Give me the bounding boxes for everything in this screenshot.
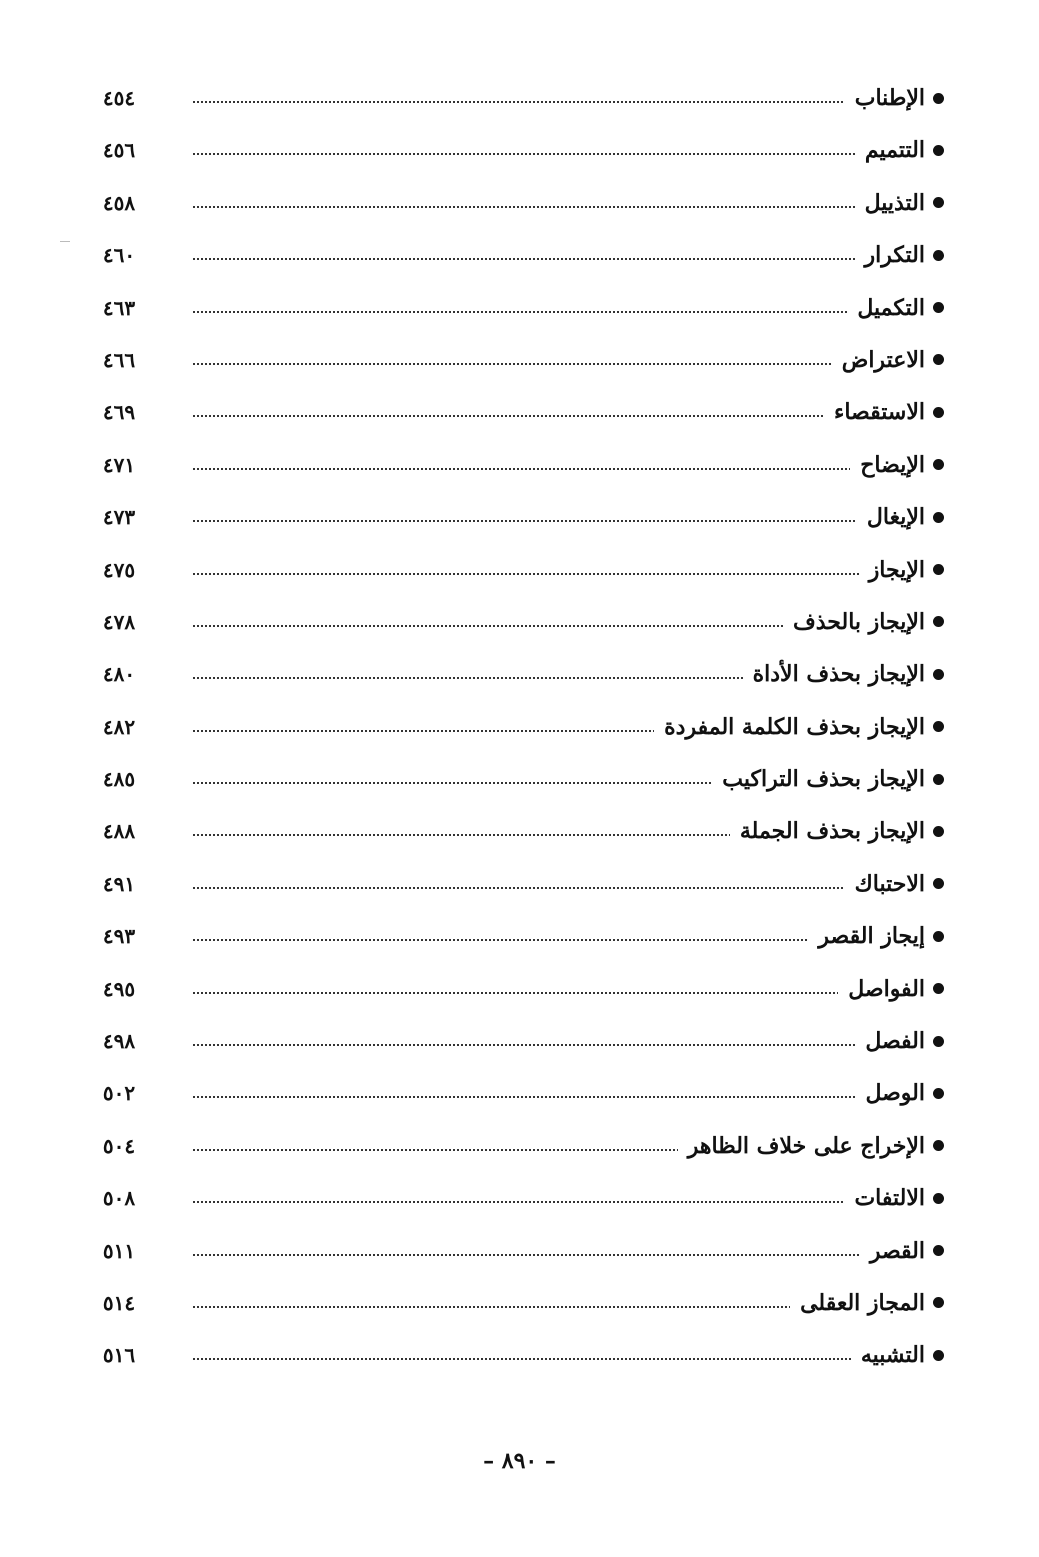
toc-row [0,1067,1039,1119]
toc-entry-title: الوصل [865,1080,925,1107]
bullet-icon [933,512,944,523]
toc-page-number: ٥١٦ [102,1343,136,1368]
toc-entry-title: التكميل [857,294,925,321]
bullet-icon [933,302,944,313]
toc-entry [855,1075,944,1111]
toc-page-number: ٤٥٦ [102,138,136,163]
dot-leader [193,992,939,994]
toc-entry-title: الإيضاح [860,451,925,478]
toc-entry [730,813,944,849]
toc-entry [847,290,944,326]
dot-leader [193,1201,939,1203]
toc-entry [851,1337,944,1373]
table-of-contents [0,72,1039,1382]
toc-page-number: ٤٧١ [102,452,136,477]
dot-leader [193,468,939,470]
dot-leader [193,1358,939,1360]
toc-entry [845,866,944,902]
bullet-icon [933,878,944,889]
toc-row [0,491,1039,543]
toc-row [0,124,1039,176]
bullet-icon [933,616,944,627]
toc-entry-title: الفصل [865,1028,925,1055]
toc-row [0,701,1039,753]
toc-entry [855,132,944,168]
toc-entry-title: الاحتباك [854,870,925,897]
toc-page-number: ٤٩١ [102,871,136,896]
toc-entry-title: الإيغال [866,504,925,531]
dot-leader [193,1044,939,1046]
toc-page-number: ٤٦٦ [102,347,136,372]
toc-entry [857,499,944,535]
toc-page-number: ٤٨٠ [102,662,136,687]
toc-page-number: ٤٦٠ [102,243,136,268]
toc-row [0,910,1039,962]
toc-row [0,1015,1039,1067]
footer-page-number: – ٨٩٠ – [483,1448,556,1474]
toc-row [0,1225,1039,1277]
toc-page-number: ٤٩٣ [102,924,136,949]
dot-leader [193,311,939,313]
bullet-icon [933,721,944,732]
toc-page-number: ٥١٤ [102,1290,136,1315]
bullet-icon [933,983,944,994]
toc-entry-title: إيجاز القصر [818,923,925,950]
bullet-icon [933,1088,944,1099]
toc-row [0,544,1039,596]
toc-page-number: ٥٠٢ [102,1081,136,1106]
bullet-icon [933,931,944,942]
toc-entry-title: الالتفات [854,1185,925,1212]
toc-entry [654,709,944,745]
dot-leader [193,520,939,522]
toc-entry [832,342,944,378]
toc-entry-title: التشبيه [860,1342,925,1369]
dot-leader [193,363,939,365]
toc-entry-title: الإيجاز [868,556,925,583]
bullet-icon [933,93,944,104]
toc-entry-title: الإطناب [854,85,925,111]
toc-page-number: ٤٨٥ [102,767,136,792]
toc-row [0,334,1039,386]
toc-row [0,753,1039,805]
toc-page-number: ٥٠٤ [102,1133,136,1158]
toc-entry-title: التتميم [864,137,925,164]
toc-entry [808,918,944,954]
bullet-icon [933,1297,944,1308]
toc-row [0,1172,1039,1224]
toc-row [0,386,1039,438]
toc-entry-title: الإيجاز بحذف الأداة [752,661,925,688]
toc-page-number: ٤٥٤ [102,86,136,110]
toc-row [0,805,1039,857]
toc-entry-title: الإيجاز بحذف التراكيب [722,766,925,793]
toc-entry-title: الفواصل [848,975,925,1002]
toc-row [0,596,1039,648]
bullet-icon [933,1193,944,1204]
bullet-icon [933,250,944,261]
toc-row [0,229,1039,281]
toc-row [0,72,1039,124]
dot-leader [193,101,939,103]
toc-row [0,1329,1039,1381]
toc-page-number: ٤٧٥ [102,557,136,582]
bullet-icon [933,564,944,575]
toc-entry [859,552,944,588]
bullet-icon [933,459,944,470]
toc-page-number: ٤٧٨ [102,609,136,634]
toc-page-number: ٤٩٨ [102,1029,136,1054]
toc-entry [783,604,944,640]
toc-row [0,1120,1039,1172]
bullet-icon [933,826,944,837]
bullet-icon [933,1245,944,1256]
toc-row [0,648,1039,700]
toc-entry-title: الإيجاز بحذف الجملة [739,818,925,845]
toc-entry [844,1180,944,1216]
toc-entry [678,1128,944,1164]
toc-page-number: ٤٨٢ [102,714,136,739]
toc-row [0,858,1039,910]
toc-entry [855,1023,944,1059]
toc-entry-title: المجاز العقلى [800,1289,925,1316]
toc-row [0,439,1039,491]
toc-entry [855,185,944,221]
toc-page-number: ٤٥٨ [102,190,136,215]
toc-row [0,1277,1039,1329]
toc-entry-title: الإخراج على خلاف الظاهر [687,1132,925,1159]
toc-entry-title: الاستقصاء [834,399,925,426]
bullet-icon [933,197,944,208]
toc-page-number: ٤٧٣ [102,505,136,530]
dot-leader [193,573,939,575]
toc-entry [855,237,944,273]
toc-row [0,177,1039,229]
toc-entry [790,1285,944,1321]
toc-entry [860,1233,944,1269]
toc-entry [838,971,944,1007]
toc-entry [824,394,944,430]
bullet-icon [933,145,944,156]
toc-page-number: ٤٨٨ [102,819,136,844]
toc-entry [845,80,944,116]
dot-leader [193,206,939,208]
toc-page-number: ٤٦٣ [102,295,136,320]
bullet-icon [933,774,944,785]
toc-page-number: ٥٠٨ [102,1186,136,1211]
scan-mark [60,241,70,242]
toc-entry [850,447,944,483]
bullet-icon [933,354,944,365]
toc-entry [743,656,944,692]
toc-page-number: ٤٦٩ [102,400,136,425]
bullet-icon [933,669,944,680]
toc-row [0,282,1039,334]
bullet-icon [933,407,944,418]
toc-entry-title: القصر [869,1237,925,1264]
dot-leader [193,1254,939,1256]
bullet-icon [933,1140,944,1151]
toc-entry-title: الإيجاز بحذف الكلمة المفردة [664,713,925,740]
dot-leader [193,887,939,889]
toc-page-number: ٤٩٥ [102,976,136,1001]
bullet-icon [933,1350,944,1361]
bullet-icon [933,1036,944,1047]
dot-leader [193,1096,939,1098]
toc-row [0,963,1039,1015]
toc-entry-title: الاعتراض [841,346,925,373]
toc-entry-title: الإيجاز بالحذف [792,608,925,635]
toc-entry-title: التكرار [864,242,925,269]
toc-entry-title: التذييل [864,189,925,216]
toc-page-number: ٥١١ [102,1238,136,1263]
dot-leader [193,258,939,260]
toc-entry [712,761,944,797]
dot-leader [193,153,939,155]
